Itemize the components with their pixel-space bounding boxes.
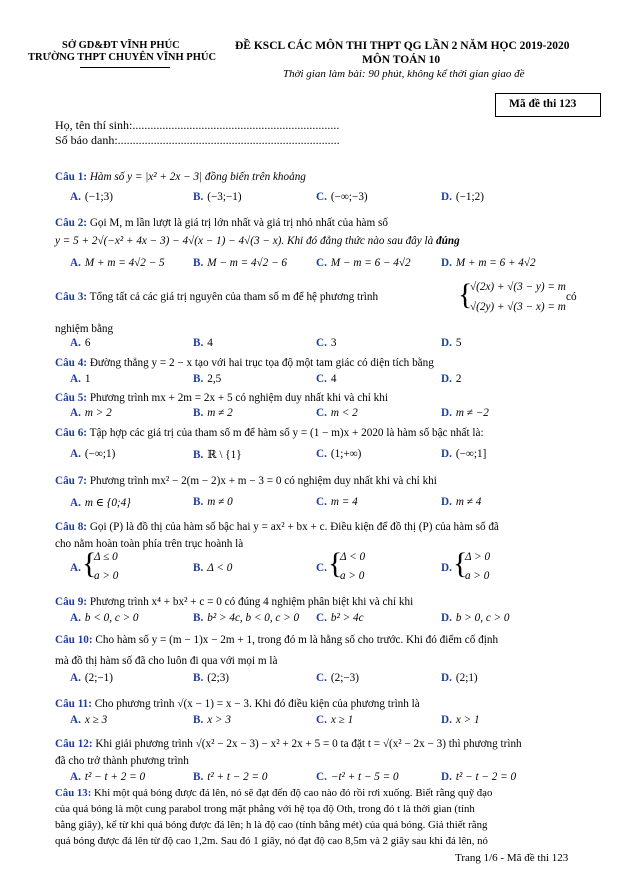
question-label: Câu 10: bbox=[55, 634, 93, 646]
q10-option-b[interactable]: B. (2;3) bbox=[193, 672, 230, 684]
question-text: Tập hợp các giá trị của tham số m để hàm số y = (1 − m)x + 2020 là hàm số bậc nhất là: bbox=[89, 427, 484, 439]
header-underline bbox=[80, 67, 170, 68]
q2-option-d[interactable]: D. M + m = 6 + 4√2 bbox=[441, 257, 536, 269]
subject-title: MÔN TOÁN 10 bbox=[362, 54, 441, 66]
student-id-field[interactable]: Số báo danh:.......................................................................... bbox=[55, 133, 340, 147]
q8-option-c[interactable]: C. bbox=[316, 562, 327, 574]
question-label: Câu 6: bbox=[55, 427, 88, 439]
time-note: Thời gian làm bài: 90 phút, không kể thời gian giao đề bbox=[283, 68, 525, 80]
question-label: Câu 13: bbox=[55, 787, 92, 799]
system-eq-1: √(2x) + √(3 − y) = m bbox=[470, 281, 566, 293]
q11-option-b[interactable]: B. x > 3 bbox=[193, 714, 231, 726]
question-label: Câu 7: bbox=[55, 475, 88, 487]
q1-option-a[interactable]: A. (−1;3) bbox=[70, 191, 113, 203]
question-text: Đường thẳng y = 2 − x tạo với hai trục tọa độ một tam giác có diện tích bằng bbox=[89, 357, 434, 369]
exam-title: ĐỀ KSCL CÁC MÔN THI THPT QG LẦN 2 NĂM HỌC 2019-2020 bbox=[235, 40, 570, 52]
q8-option-b[interactable]: B. Δ < 0 bbox=[193, 562, 233, 574]
q12-option-a[interactable]: A. t² − t + 2 = 0 bbox=[70, 771, 146, 783]
question-label: Câu 4: bbox=[55, 357, 88, 369]
question-13 bbox=[55, 787, 492, 799]
q5-option-a[interactable]: A. m > 2 bbox=[70, 407, 112, 419]
question-6 bbox=[55, 427, 484, 439]
q12-option-b[interactable]: B. t² + t − 2 = 0 bbox=[193, 771, 268, 783]
q10-option-d[interactable]: D. (2;1) bbox=[441, 672, 478, 684]
question-11 bbox=[55, 698, 420, 710]
q11-option-a[interactable]: A. x ≥ 3 bbox=[70, 714, 108, 726]
question-label: Câu 1: bbox=[55, 171, 88, 183]
student-name-field[interactable]: Họ, tên thí sinh:..................................................................... bbox=[55, 118, 340, 132]
q8-option-d[interactable]: D. bbox=[441, 562, 452, 574]
question-text: Phương trình mx² − 2(m − 2)x + m − 3 = 0 có nghiệm duy nhất khi và chỉ khi bbox=[89, 475, 437, 487]
q8-a-brace: { bbox=[82, 547, 97, 580]
q5-option-b[interactable]: B. m ≠ 2 bbox=[193, 407, 233, 419]
exam-code: Mã đề thi 123 bbox=[509, 98, 577, 110]
question-12-line2: đã cho trở thành phương trình bbox=[55, 755, 189, 767]
question-text: Phương trình x⁴ + bx² + c = 0 có đúng 4 nghiệm phân biệt khi và chỉ khi bbox=[89, 596, 414, 608]
question-text: Phương trình mx + 2m = 2x + 5 có nghiệm duy nhất khi và chỉ khi bbox=[89, 392, 388, 404]
question-text: Gọi (P) là đồ thị của hàm số bậc hai y = ax² + bx + c. Điều kiện để đồ thị (P) của hàm số đã bbox=[89, 521, 499, 533]
question-8-line2: cho nằm hoàn toàn phía trên trục hoành là bbox=[55, 538, 244, 550]
question-text: Gọi M, m lần lượt là giá trị lớn nhất và giá trị nhỏ nhất của hàm số bbox=[89, 217, 388, 229]
question-13-line2: của quả bóng là một cung parabol trong mặt phẳng với hệ tọa độ Oth, trong đó t là thời gian (tính bbox=[55, 803, 475, 815]
question-7 bbox=[55, 475, 437, 487]
question-label: Câu 9: bbox=[55, 596, 88, 608]
question-text: Cho phương trình √(x − 1) = x − 3. Khi đó điều kiện của phương trình là bbox=[94, 698, 420, 710]
question-2-line2: y = 5 + 2√(−x² + 4x − 3) − 4√(x − 1) − 4√(3 − x). Khi đó đẳng thức nào sau đây là đúng bbox=[55, 235, 460, 247]
question-4 bbox=[55, 357, 434, 369]
q4-option-a[interactable]: A. 1 bbox=[70, 373, 91, 385]
q3-option-b[interactable]: B. 4 bbox=[193, 337, 213, 349]
q1-option-b[interactable]: B. (−3;−1) bbox=[193, 191, 242, 203]
question-3-line2: nghiệm bằng bbox=[55, 323, 114, 335]
q3-option-a[interactable]: A. 6 bbox=[70, 337, 91, 349]
question-text: Cho hàm số y = (m − 1)x − 2m + 1, trong đó m là hằng số cho trước. Khi đó điểm cố định bbox=[95, 634, 499, 646]
q8-a-line2: a > 0 bbox=[94, 570, 119, 582]
question-10 bbox=[55, 634, 498, 646]
question-10-line2: mà đồ thị hàm số đã cho luôn đi qua với mọi m là bbox=[55, 655, 278, 667]
question-3-tail: có bbox=[566, 291, 577, 303]
q1-option-c[interactable]: C. (−∞;−3) bbox=[316, 191, 368, 203]
q8-c-line1: Δ < 0 bbox=[340, 551, 366, 563]
q12-option-c[interactable]: C. −t² + t − 5 = 0 bbox=[316, 771, 399, 783]
question-label: Câu 11: bbox=[55, 698, 92, 710]
q4-option-b[interactable]: B. 2,5 bbox=[193, 373, 222, 385]
q2-option-b[interactable]: B. M − m = 4√2 − 6 bbox=[193, 257, 288, 269]
q7-option-b[interactable]: B. m ≠ 0 bbox=[193, 496, 233, 508]
q8-option-a[interactable]: A. bbox=[70, 562, 81, 574]
question-label: Câu 5: bbox=[55, 392, 88, 404]
question-8 bbox=[55, 521, 499, 533]
q7-option-a[interactable]: A. m ∈ {0;4} bbox=[70, 497, 131, 509]
q2-option-c[interactable]: C. M − m = 6 − 4√2 bbox=[316, 257, 411, 269]
q8-d-line2: a > 0 bbox=[465, 570, 490, 582]
question-2 bbox=[55, 217, 575, 229]
q12-option-d[interactable]: D. t² − t − 2 = 0 bbox=[441, 771, 517, 783]
q8-d-line1: Δ > 0 bbox=[465, 551, 491, 563]
question-3 bbox=[55, 291, 378, 303]
q6-option-a[interactable]: A. (−∞;1) bbox=[70, 448, 116, 460]
question-text: Hàm số y = |x² + 2x − 3| đồng biến trên khoảng bbox=[89, 171, 306, 183]
question-label: Câu 12: bbox=[55, 738, 93, 750]
question-12 bbox=[55, 738, 522, 750]
question-13-line3: bằng giây), kể từ khi quả bóng được đá lên; h là độ cao (tính bằng mét) của quả bóng. Giả thiết rằng bbox=[55, 819, 488, 831]
q6-option-c[interactable]: C. (1;+∞) bbox=[316, 448, 362, 460]
question-label: Câu 2: bbox=[55, 217, 88, 229]
q9-option-c[interactable]: C. b² > 4c bbox=[316, 612, 364, 624]
q9-option-d[interactable]: D. b > 0, c > 0 bbox=[441, 612, 510, 624]
q10-option-a[interactable]: A. (2;−1) bbox=[70, 672, 113, 684]
exam-code-box bbox=[495, 93, 601, 117]
school-name: TRƯỜNG THPT CHUYÊN VĨNH PHÚC bbox=[28, 52, 217, 63]
question-1 bbox=[55, 171, 306, 183]
dept-name: SỞ GD&ĐT VĨNH PHÚC bbox=[62, 40, 180, 51]
question-5 bbox=[55, 392, 388, 404]
question-9 bbox=[55, 596, 413, 608]
q7-option-d[interactable]: D. m ≠ 4 bbox=[441, 496, 482, 508]
q2-option-a[interactable]: A. M + m = 4√2 − 5 bbox=[70, 257, 165, 269]
q10-option-c[interactable]: C. (2;−3) bbox=[316, 672, 359, 684]
q7-option-c[interactable]: C. m = 4 bbox=[316, 496, 358, 508]
q6-option-b[interactable]: B. ℝ \ {1} bbox=[193, 449, 242, 461]
q9-option-b[interactable]: B. b² > 4c, b < 0, c > 0 bbox=[193, 612, 300, 624]
system-brace: { bbox=[458, 278, 473, 311]
q8-c-line2: a > 0 bbox=[340, 570, 365, 582]
q11-option-d[interactable]: D. x > 1 bbox=[441, 714, 480, 726]
question-text: Khi một quả bóng được đá lên, nó sẽ đạt đến độ cao nào đó rồi rơi xuống. Biết rằng quỹ đạo bbox=[94, 787, 493, 799]
q3-option-c[interactable]: C. 3 bbox=[316, 337, 337, 349]
q5-option-d[interactable]: D. m ≠ −2 bbox=[441, 407, 489, 419]
page-footer: Trang 1/6 - Mã đề thi 123 bbox=[455, 852, 569, 864]
q11-option-c[interactable]: C. x ≥ 1 bbox=[316, 714, 354, 726]
q9-option-a[interactable]: A. b < 0, c > 0 bbox=[70, 612, 139, 624]
q4-option-c[interactable]: C. 4 bbox=[316, 373, 337, 385]
q4-option-d[interactable]: D. 2 bbox=[441, 373, 462, 385]
q8-d-brace: { bbox=[453, 547, 468, 580]
question-text: Tổng tất cả các giá trị nguyên của tham số m để hệ phương trình bbox=[89, 291, 379, 303]
q3-option-d[interactable]: D. 5 bbox=[441, 337, 462, 349]
q5-option-c[interactable]: C. m < 2 bbox=[316, 407, 358, 419]
question-label: Câu 3: bbox=[55, 291, 88, 303]
q8-a-line1: Δ ≤ 0 bbox=[94, 551, 118, 563]
question-label: Câu 8: bbox=[55, 521, 88, 533]
q1-option-d[interactable]: D. (−1;2) bbox=[441, 191, 484, 203]
question-13-line4: quả bóng được đá lên từ độ cao 1,2m. Sau đó 1 giây, nó đạt độ cao 8,5m và 2 giây sau khi đá lên, nó bbox=[55, 835, 488, 847]
question-text: Khi giải phương trình √(x² − 2x − 3) − x² + 2x + 5 = 0 ta đặt t = √(x² − 2x − 3) thì phương trình bbox=[95, 738, 522, 750]
system-eq-2: √(2y) + √(3 − x) = m bbox=[470, 301, 566, 313]
q6-option-d[interactable]: D. (−∞;1] bbox=[441, 448, 487, 460]
q8-c-brace: { bbox=[328, 547, 343, 580]
